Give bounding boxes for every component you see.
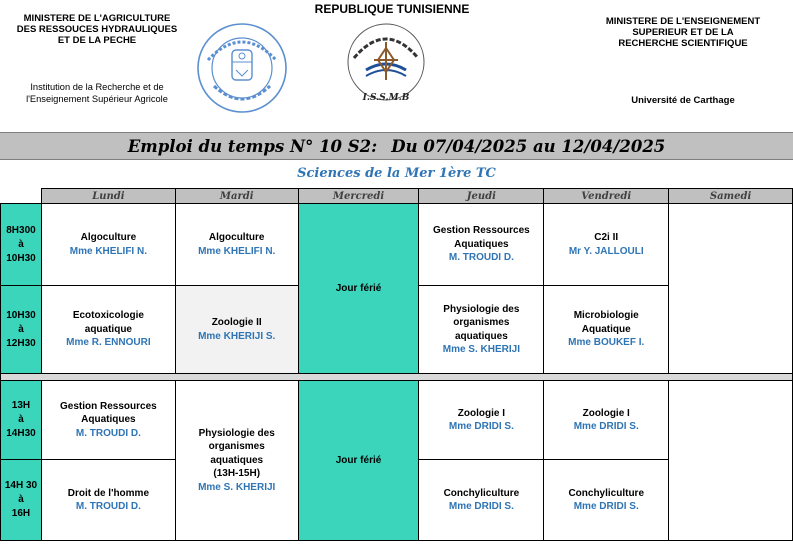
course-cell-thu-3 — [419, 381, 544, 460]
teacher-name: Mme S. KHERIJI — [198, 481, 276, 493]
course-name: organismes — [453, 317, 510, 328]
empty-cell-sat-morning — [669, 204, 793, 374]
header-line: RECHERCHE SCIENTIFIQUE — [618, 38, 748, 49]
course-cell-fri-4 — [544, 460, 669, 541]
holiday-cell-wed-afternoon: Jour férié — [298, 381, 419, 541]
lunch-break-row — [1, 374, 793, 381]
course-name: Zoologie I — [457, 407, 505, 419]
time-start: 13H — [11, 400, 31, 411]
teacher-name: Mme DRIDI S. — [573, 421, 639, 432]
course-name: Ecotoxicologie — [72, 310, 144, 322]
course-name: Droit de l'homme — [67, 487, 150, 499]
header-line: Institution de la Recherche et de — [30, 82, 164, 92]
time-start: 14H 30 — [4, 480, 38, 491]
course-cell-fri-3 — [544, 381, 669, 460]
course-time: (13H-15H) — [213, 468, 261, 480]
course-name: aquatique — [84, 323, 132, 335]
time-slot-1 — [1, 204, 42, 286]
time-end: 14H30 — [6, 428, 36, 439]
teacher-name: Mme DRIDI S. — [573, 501, 639, 512]
course-name: aquatiques — [210, 454, 264, 466]
teacher-name: Mme KHERIJI S. — [198, 330, 276, 342]
day-header-thursday: Jeudi — [419, 189, 544, 204]
day-header-wednesday: Mercredi — [298, 189, 419, 204]
day-header-monday: Lundi — [41, 189, 175, 204]
institution-stamp-logo — [194, 20, 290, 116]
schedule-title-bar — [0, 132, 793, 160]
course-name: Aquatiques — [81, 414, 136, 426]
course-name: Aquatiques — [454, 238, 509, 250]
header-line: DES RESSOUCES HYDRAULIQUES — [16, 24, 178, 35]
time-slot-4 — [1, 460, 42, 541]
course-cell-thu-2 — [419, 286, 544, 374]
schedule-number: Emploi du temps N° 10 S2: — [127, 136, 378, 156]
schedule-date-range: Du 07/04/2025 au 12/04/2025 — [391, 136, 666, 156]
time-sep: à — [18, 414, 24, 425]
header-line: ET DE LA PECHE — [57, 35, 137, 46]
teacher-name: M. TROUDI D. — [75, 427, 141, 439]
course-cell-tue-afternoon — [175, 381, 298, 541]
institution-header — [2, 81, 192, 105]
header-line: SUPERIEUR ET DE LA — [632, 27, 734, 38]
time-end: 10H30 — [6, 252, 36, 264]
course-name: aquatiques — [454, 330, 508, 342]
holiday-cell-wed-morning: Jour férié — [298, 204, 419, 374]
day-header-friday: Vendredi — [544, 189, 669, 204]
university-name: Université de Carthage — [631, 95, 735, 106]
time-slot-2 — [1, 286, 42, 374]
course-name: Gestion Ressources — [433, 225, 530, 237]
course-name: Aquatique — [581, 323, 631, 335]
time-end: 16H — [11, 508, 31, 519]
time-start: 8H300 — [6, 224, 36, 236]
course-name: Zoologie I — [582, 407, 630, 419]
course-name: Algoculture — [208, 232, 265, 243]
ministry-agriculture-header — [2, 13, 192, 46]
course-name: Conchyliculture — [443, 487, 520, 499]
republic-title: REPUBLIQUE TUNISIENNE — [314, 2, 470, 16]
day-header-saturday: Samedi — [669, 189, 793, 204]
timetable — [0, 188, 793, 541]
course-name: C2i II — [594, 232, 619, 243]
time-sep: à — [18, 238, 24, 250]
course-name: Gestion Ressources — [60, 400, 157, 412]
teacher-name: M. TROUDI D. — [75, 501, 141, 512]
course-cell-mon-2 — [41, 286, 175, 374]
course-name: Zoologie II — [211, 317, 262, 328]
course-cell-fri-2 — [544, 286, 669, 374]
teacher-name: Mme S. KHERIJI — [442, 344, 520, 355]
teacher-name: Mme BOUKEF I. — [568, 337, 645, 349]
issmb-logo-text: I.S.S.M.B — [362, 93, 410, 103]
time-sep: à — [18, 323, 24, 335]
course-cell-mon-1 — [41, 204, 175, 286]
ministry-higher-education-header — [583, 16, 783, 49]
empty-cell-sat-afternoon — [669, 381, 793, 541]
teacher-name: M. TROUDI D. — [448, 252, 514, 264]
time-end: 12H30 — [6, 337, 36, 349]
time-sep: à — [18, 494, 24, 505]
course-name: Algoculture — [80, 232, 137, 243]
class-name: Sciences de la Mer 1ère TC — [297, 165, 496, 181]
course-name: Physiologie des — [198, 427, 275, 439]
teacher-name: Mme KHELIFI N. — [69, 245, 147, 257]
course-cell-thu-1 — [419, 204, 544, 286]
course-cell-fri-1 — [544, 204, 669, 286]
course-name: Microbiologie — [573, 310, 639, 322]
header-line: l'Enseignement Supérieur Agricole — [26, 94, 168, 104]
teacher-name: Mme KHELIFI N. — [198, 245, 276, 257]
teacher-name: Mme R. ENNOURI — [66, 337, 151, 349]
day-header-tuesday: Mardi — [175, 189, 298, 204]
teacher-name: Mme DRIDI S. — [448, 501, 514, 512]
time-start: 10H30 — [6, 309, 36, 321]
time-slot-3 — [1, 381, 42, 460]
course-cell-thu-4 — [419, 460, 544, 541]
course-cell-mon-4 — [41, 460, 175, 541]
course-name: Physiologie des — [443, 303, 520, 315]
teacher-name: Mme DRIDI S. — [448, 421, 514, 432]
issmb-logo — [344, 20, 428, 108]
header-line: MINISTERE DE L'ENSEIGNEMENT — [605, 16, 761, 27]
course-name: organismes — [208, 441, 265, 453]
course-cell-tue-2 — [175, 286, 298, 374]
teacher-name: Mr Y. JALLOULI — [568, 245, 644, 257]
course-name: Conchyliculture — [568, 487, 645, 499]
course-cell-mon-3 — [41, 381, 175, 460]
header-line: MINISTERE DE L'AGRICULTURE — [23, 13, 171, 24]
course-cell-tue-1 — [175, 204, 298, 286]
corner-cell — [1, 189, 42, 204]
